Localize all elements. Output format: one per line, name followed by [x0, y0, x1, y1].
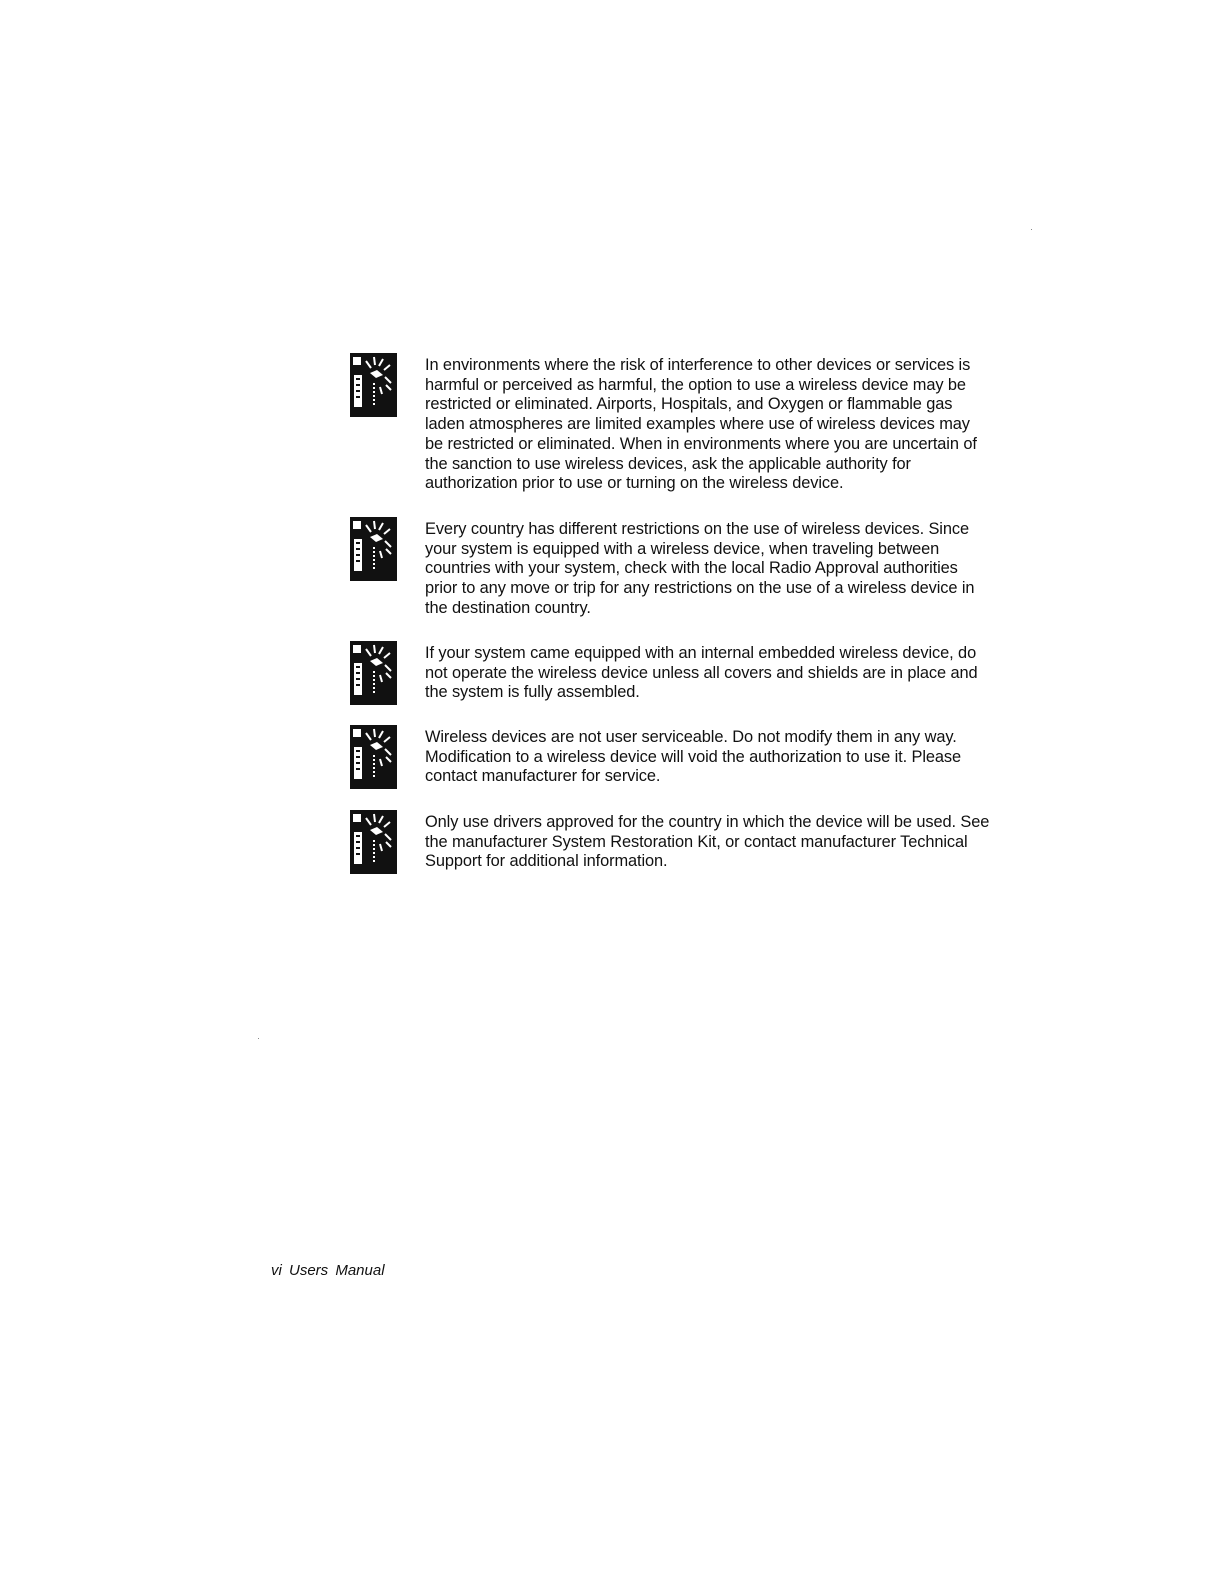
- radio-wave-warning-icon: [350, 517, 397, 581]
- radio-wave-warning-icon: [350, 725, 397, 789]
- radio-wave-warning-icon: [350, 353, 397, 417]
- notice-text: In environments where the risk of interference to other devices or services is harmful or perceived as harmful, the option to use a wireless device may be restricted or eliminated. Airports, Hospitals, and Oxygen or flammable gas laden atmospheres are limited examples where use of wireless devices may be restricted or eliminated. When in environments where you are uncertain of the sanction to use wireless devices, ask the applicable authority for authorization prior to use or turning on the wireless device.: [425, 356, 977, 493]
- notice-text: Only use drivers approved for the country in which the device will be used. See the manufacturer System Restoration Kit, or contact manufacturer Technical Support for additional information.: [425, 813, 990, 871]
- scan-speck: [1031, 229, 1032, 230]
- notice-text: If your system came equipped with an internal embedded wireless device, do not operate the wireless device unless all covers and shields are in place and the system is fully assembled.: [425, 644, 978, 702]
- page-footer: vi Users Manual: [271, 1262, 385, 1279]
- radio-wave-warning-icon: [350, 810, 397, 874]
- notice-text: Wireless devices are not user serviceable. Do not modify them in any way. Modification to a wireless device will void the authorization to use it. Please contact manufacturer for service.: [425, 728, 962, 786]
- notice-text: Every country has different restrictions on the use of wireless devices. Since your system is equipped with a wireless device, when traveling between countries with your system, check with the local Radio Approval authorities prior to any move or trip for any restrictions on the use of a wireless device in the destination country.: [425, 520, 975, 617]
- radio-wave-warning-icon: [350, 641, 397, 705]
- scan-speck: [258, 1038, 259, 1039]
